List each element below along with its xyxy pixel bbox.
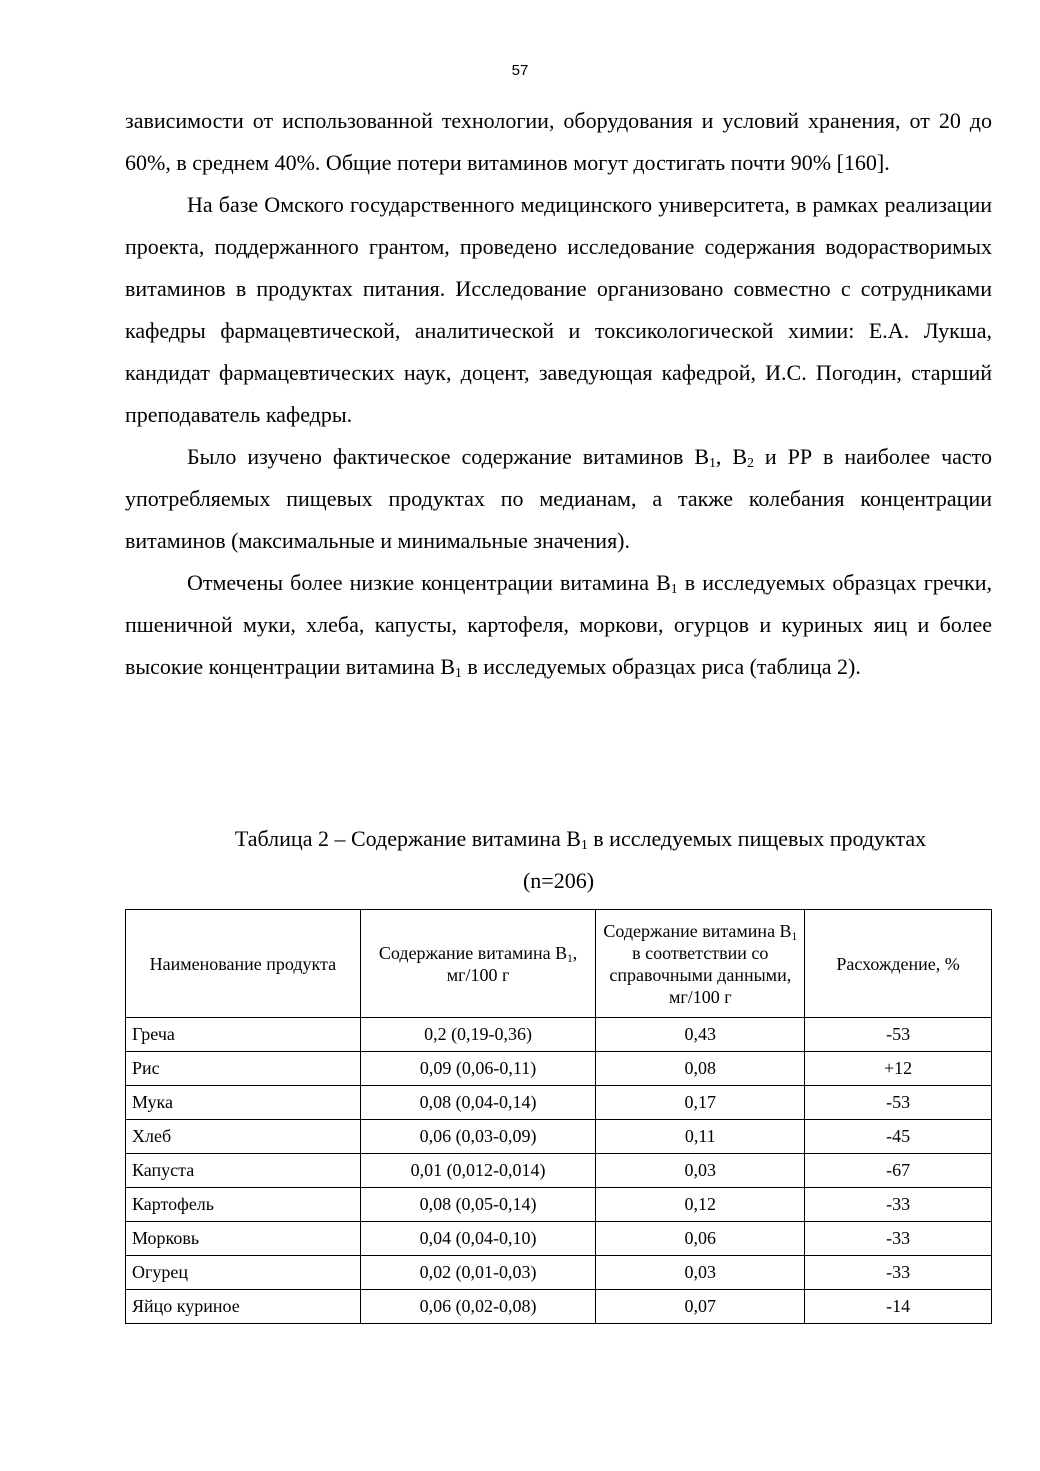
table-caption-title: Таблица 2 – Содержание витамина $В_1$ в исследуемых пищевых продуктах bbox=[234, 826, 927, 852]
paragraph-3: Было изучено фактическое содержание витаминов $В_1$, $В_2$ и РР в наиболее часто употребляемых пищевых продуктах по медианам, а также колебания концентрации витаминов (максимальные и минимальные значения). bbox=[125, 444, 992, 553]
cell-difference: -45 bbox=[805, 1120, 992, 1154]
paragraph-1: зависимости от использованной технологии, оборудования и условий хранения, от 20 до 60%, в среднем 40%. Общие потери витаминов могут достигать почти 90% [160]. bbox=[125, 108, 992, 175]
cell-reference: 0,12 bbox=[596, 1188, 805, 1222]
cell-difference: -33 bbox=[805, 1256, 992, 1290]
cell-product: Капуста bbox=[126, 1154, 361, 1188]
header-reference: Содержание витамина $В_1$ в соответствии со справочными данными, мг/100 г bbox=[596, 910, 805, 1018]
cell-content: 0,08 (0,04-0,14) bbox=[360, 1086, 596, 1120]
header-difference: Расхождение, % bbox=[805, 910, 992, 1018]
body-text bbox=[125, 100, 992, 688]
cell-reference: 0,06 bbox=[596, 1222, 805, 1256]
cell-reference: 0,43 bbox=[596, 1018, 805, 1052]
vitamin-b1-table bbox=[125, 909, 992, 1324]
table-row bbox=[126, 1052, 992, 1086]
table-row bbox=[126, 1154, 992, 1188]
cell-product: Рис bbox=[126, 1052, 361, 1086]
cell-difference: -53 bbox=[805, 1086, 992, 1120]
cell-difference: +12 bbox=[805, 1052, 992, 1086]
header-product: Наименование продукта bbox=[126, 910, 361, 1018]
paragraph-4: Отмечены более низкие концентрации витамина $В_1$ в исследуемых образцах гречки, пшеничной муки, хлеба, капусты, картофеля, моркови, огурцов и куриных яиц и более высокие концентрации витамина $В_1$ в исследуемых образцах риса (таблица 2). bbox=[125, 570, 992, 680]
cell-content: 0,04 (0,04-0,10) bbox=[360, 1222, 596, 1256]
cell-product: Греча bbox=[126, 1018, 361, 1052]
cell-content: 0,01 (0,012-0,014) bbox=[360, 1154, 596, 1188]
header-content: Содержание витамина $В_1$, мг/100 г bbox=[360, 910, 596, 1018]
cell-reference: 0,07 bbox=[596, 1290, 805, 1324]
cell-reference: 0,03 bbox=[596, 1154, 805, 1188]
table-row bbox=[126, 1290, 992, 1324]
table-row bbox=[126, 1120, 992, 1154]
table-row bbox=[126, 1256, 992, 1290]
cell-product: Морковь bbox=[126, 1222, 361, 1256]
cell-difference: -67 bbox=[805, 1154, 992, 1188]
cell-difference: -53 bbox=[805, 1018, 992, 1052]
paragraph-2: На базе Омского государственного медицинского университета, в рамках реализации проекта, поддержанного грантом, проведено исследование содержания водорастворимых витаминов в продуктах питания. Исследование организовано совместно с сотрудниками кафедры фармацевтической, аналитической и токсикологической химии: Е.А. Лукша, кандидат фармацевтических наук, доцент, заведующая кафедрой, И.С. Погодин, старший преподаватель кафедры. bbox=[125, 192, 992, 427]
cell-content: 0,02 (0,01-0,03) bbox=[360, 1256, 596, 1290]
cell-content: 0,09 (0,06-0,11) bbox=[360, 1052, 596, 1086]
table-row bbox=[126, 1188, 992, 1222]
cell-reference: 0,03 bbox=[596, 1256, 805, 1290]
page-number: 57 bbox=[511, 62, 529, 79]
cell-reference: 0,08 bbox=[596, 1052, 805, 1086]
table-row bbox=[126, 1018, 992, 1052]
table-caption-sample-size: (n=206) bbox=[522, 868, 595, 893]
cell-content: 0,06 (0,02-0,08) bbox=[360, 1290, 596, 1324]
cell-product: Хлеб bbox=[126, 1120, 361, 1154]
cell-product: Огурец bbox=[126, 1256, 361, 1290]
table-row bbox=[126, 1086, 992, 1120]
cell-difference: -33 bbox=[805, 1188, 992, 1222]
table-caption bbox=[125, 818, 992, 902]
cell-content: 0,2 (0,19-0,36) bbox=[360, 1018, 596, 1052]
cell-reference: 0,17 bbox=[596, 1086, 805, 1120]
cell-product: Мука bbox=[126, 1086, 361, 1120]
cell-content: 0,06 (0,03-0,09) bbox=[360, 1120, 596, 1154]
cell-difference: -33 bbox=[805, 1222, 992, 1256]
table-row bbox=[126, 1222, 992, 1256]
cell-content: 0,08 (0,05-0,14) bbox=[360, 1188, 596, 1222]
cell-difference: -14 bbox=[805, 1290, 992, 1324]
cell-product: Яйцо куриное bbox=[126, 1290, 361, 1324]
table-header-row bbox=[126, 910, 992, 1018]
cell-product: Картофель bbox=[126, 1188, 361, 1222]
cell-reference: 0,11 bbox=[596, 1120, 805, 1154]
